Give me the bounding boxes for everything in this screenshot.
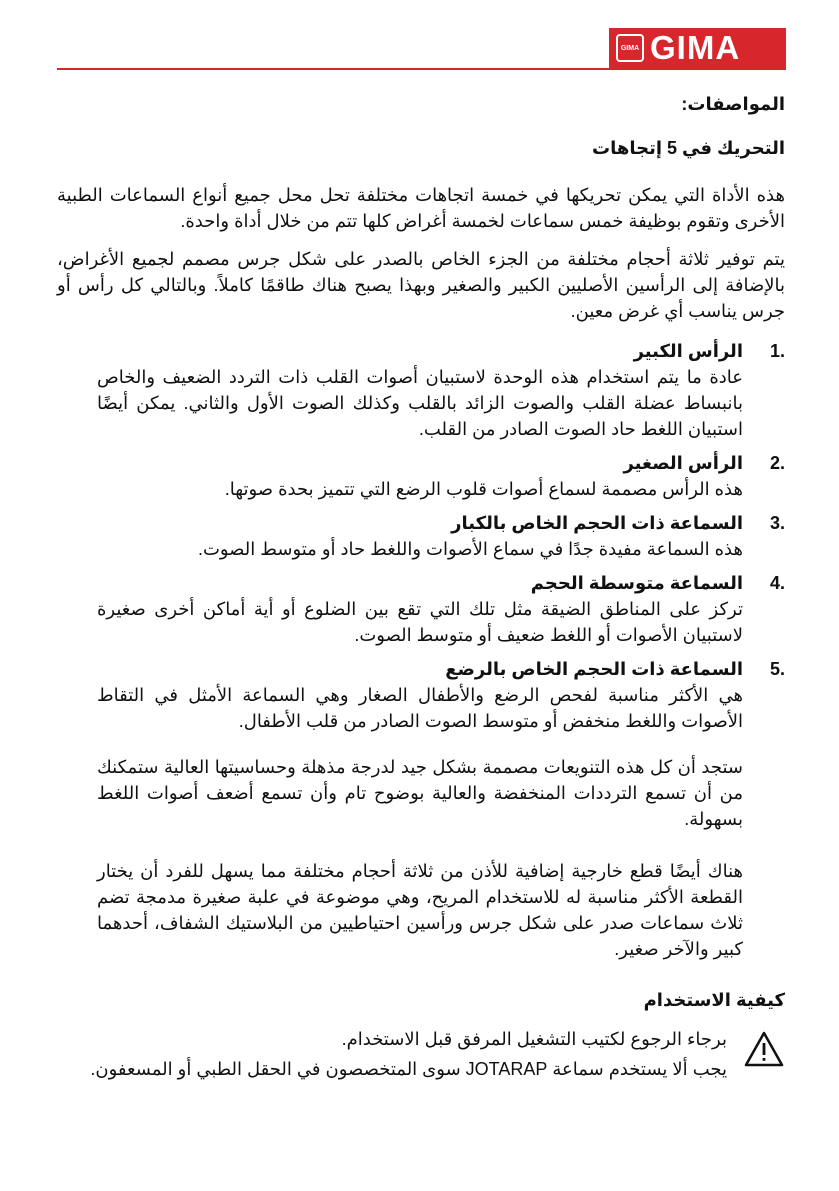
document-body: [57, 92, 785, 1086]
list-item-title: الرأس الكبير: [633, 341, 743, 361]
list-item-head: [57, 450, 785, 476]
list-item-title: السماعة متوسطة الحجم: [530, 573, 743, 593]
header-divider: [57, 68, 786, 70]
list-item-number: 1.: [769, 341, 785, 361]
gima-logo: [609, 28, 786, 68]
note-sensitivity: ستجد أن كل هذه التنويعات مصممة بشكل جيد لدرجة مذهلة وحساسيتها العالية ستمكنك من أن تسمع الترددات المنخفضة والعالية بوضوح تام وأن تسمع أضعف أصوات اللغط بسهولة.: [97, 757, 743, 829]
list-item: [57, 338, 785, 442]
list-item-number: 5.: [769, 659, 785, 679]
spec-title: المواصفات:: [681, 94, 785, 114]
section-title-movement: التحريك في 5 إتجاهات: [592, 138, 785, 158]
list-item-number: 3.: [769, 513, 785, 533]
list-item-number: 4.: [769, 573, 785, 593]
heads-list: [57, 338, 785, 734]
list-item-head: [57, 656, 785, 682]
list-item-body: هي الأكثر مناسبة لفحص الرضع والأطفال الصغار وهي السماعة الأمثل في التقاط الأصوات واللغط منخفض أو متوسط الصوت الصادر من قلب الأطفال.: [97, 685, 743, 731]
list-item: [57, 510, 785, 562]
list-item: [57, 656, 785, 734]
warning-icon: [743, 1030, 785, 1068]
gima-badge-text: GIMA: [620, 44, 640, 52]
list-item-body: هذه السماعة مفيدة جدًا في سماع الأصوات واللغط حاد أو متوسط الصوت.: [197, 539, 743, 559]
gima-badge-icon: [616, 34, 644, 62]
brand-name: GIMA: [650, 29, 741, 66]
warning-block: [57, 1026, 785, 1086]
warning-text-manual: برجاء الرجوع لكتيب التشغيل المرفق قبل الاستخدام.: [341, 1029, 727, 1049]
list-item: [57, 450, 785, 502]
list-item-head: [57, 510, 785, 536]
list-item-title: السماعة ذات الحجم الخاص بالرضع: [445, 659, 743, 679]
usage-title: كيفية الاستخدام: [643, 990, 785, 1010]
note-earpieces: هناك أيضًا قطع خارجية إضافية للأذن من ثلاثة أحجام مختلفة مما يسهل للفرد أن يختار القطعة الأكثر مناسبة له للاستخدام المريح، وهي موضوعة في علبة صغيرة مدمجة تضم ثلاث سماعات صدر على شكل جرس ورأسين احتياطيين من البلاستيك الشفاف، أحدهما كبير والآخر صغير.: [97, 861, 743, 959]
paragraph-intro: هذه الأداة التي يمكن تحريكها في خمسة اتجاهات مختلفة تحل محل جميع أنواع السماعات الطبية الأخرى وتقوم بوظيفة خمس سماعات لخمسة أغراض كلها تتم من خلال أداة واحدة.: [57, 185, 785, 231]
list-item-body: تركز على المناطق الضيقة مثل تلك التي تقع بين الضلوع أو أية أماكن أخرى صغيرة لاستبيان الأصوات أو اللغط ضعيف أو متوسط الصوت.: [97, 599, 743, 645]
paragraph-sizes: يتم توفير ثلاثة أحجام مختلفة من الجزء الخاص بالصدر على شكل جرس مصمم لجميع الأغراض، بالإضافة إلى الرأسين الأصليين الكبير والصغير وبهذا يصبح هناك طاقمًا كاملاً. وبالتالي كل رأس أو جرس يناسب أي غرض معين.: [57, 249, 785, 321]
warning-text-users: يجب ألا يستخدم سماعة JOTARAP سوى المتخصصون في الحقل الطبي أو المسعفون.: [90, 1059, 727, 1079]
list-item-title: السماعة ذات الحجم الخاص بالكبار: [451, 513, 743, 533]
list-item: [57, 570, 785, 648]
list-item-number: 2.: [769, 453, 785, 473]
list-item-title: الرأس الصغير: [623, 453, 743, 473]
list-item-body: هذه الرأس مصممة لسماع أصوات قلوب الرضع التي تتميز بحدة صوتها.: [224, 479, 743, 499]
list-item-head: [57, 570, 785, 596]
list-item-body: عادة ما يتم استخدام هذه الوحدة لاستبيان أصوات القلب ذات التردد الضعيف والخاص بانبساط عضلة القلب والصوت الزائد بالقلب وكذلك الصوت الأول والثاني. يمكن أيضًا استبيان اللغط حاد الصوت الصادر من القلب.: [97, 367, 743, 439]
list-item-head: [57, 338, 785, 364]
